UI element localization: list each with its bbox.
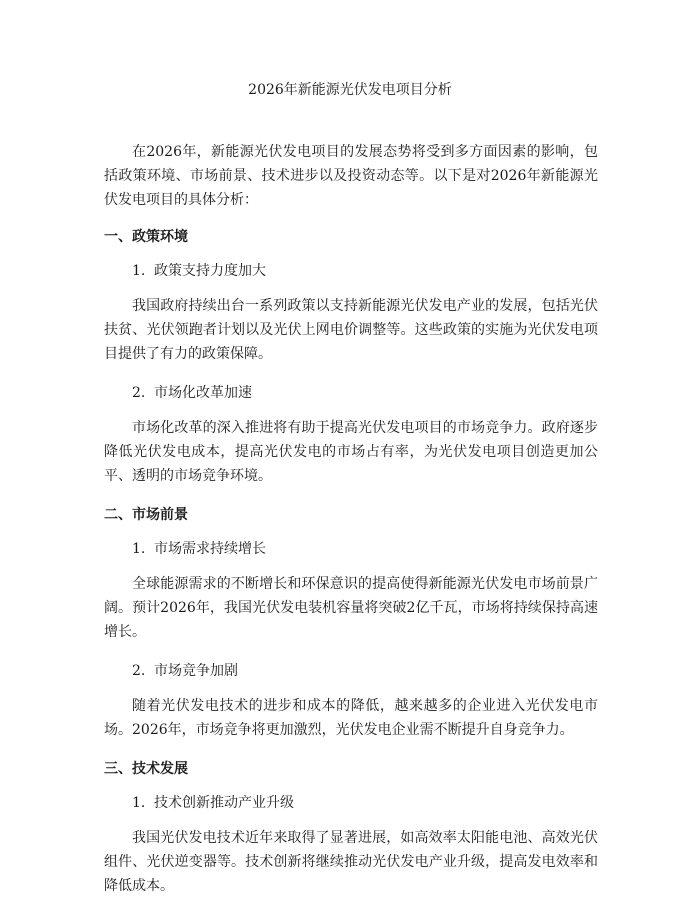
- subsection-heading: [104, 538, 598, 560]
- subsection-number: 2.: [132, 385, 146, 401]
- subsection-heading: [104, 660, 598, 682]
- subsection-heading: [104, 260, 598, 282]
- section-heading-market: 二、市场前景: [104, 507, 188, 523]
- subsection-title: 技术创新推动产业升级: [154, 795, 294, 811]
- intro-paragraph: 在2026年，新能源光伏发电项目的发展态势将受到多方面因素的影响，包括政策环境、市场前景、技术进步以及投资动态等。以下是对2026年新能源光伏发电项目的具体分析：: [104, 144, 598, 208]
- body-paragraph: 我国光伏发电技术近年来取得了显著进展，如高效率太阳能电池、高效光伏组件、光伏逆变器等。技术创新将继续推动光伏发电产业升级，提高发电效率和降低成本。: [104, 830, 598, 894]
- subsection-heading: [104, 792, 598, 814]
- body-paragraph: 全球能源需求的不断增长和环保意识的提高使得新能源光伏发电市场前景广阔。预计2026年，我国光伏发电装机容量将突破2亿千瓦，市场将持续保持高速增长。: [104, 576, 598, 640]
- subsection-number: 1.: [132, 541, 146, 557]
- body-paragraph: 市场化改革的深入推进将有助于提高光伏发电项目的市场竞争力。政府逐步降低光伏发电成本，提高光伏发电的市场占有率，为光伏发电项目创造更加公平、透明的市场竞争环境。: [104, 420, 598, 484]
- subsection-number: 2.: [132, 663, 146, 679]
- subsection-number: 1.: [132, 795, 146, 811]
- section-heading-policy: 一、政策环境: [104, 229, 188, 245]
- subsection-title: 政策支持力度加大: [154, 263, 266, 279]
- document-body: [104, 140, 598, 914]
- subsection-number: 1.: [132, 263, 146, 279]
- subsection-title: 市场需求持续增长: [154, 541, 266, 557]
- subsection-heading: [104, 382, 598, 404]
- body-paragraph: 我国政府持续出台一系列政策以支持新能源光伏发电产业的发展，包括光伏扶贫、光伏领跑者计划以及光伏上网电价调整等。这些政策的实施为光伏发电项目提供了有力的政策保障。: [104, 298, 598, 362]
- subsection-title: 市场竞争加剧: [154, 663, 238, 679]
- section-heading-technology: 三、技术发展: [104, 761, 188, 777]
- body-paragraph: 随着光伏发电技术的进步和成本的降低，越来越多的企业进入光伏发电市场。2026年，市场竞争将更加激烈，光伏发电企业需不断提升自身竞争力。: [104, 698, 598, 738]
- document-title: 2026年新能源光伏发电项目分析: [248, 82, 452, 98]
- subsection-title: 市场化改革加速: [154, 385, 252, 401]
